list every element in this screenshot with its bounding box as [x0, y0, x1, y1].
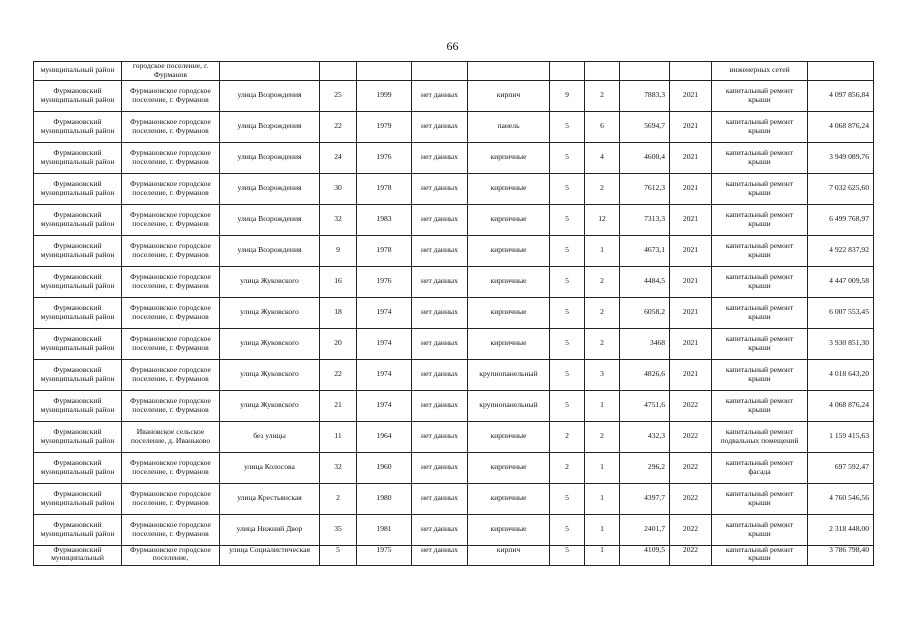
material-cell: кирпичные: [468, 142, 550, 173]
street-cell: улица Жуковского: [220, 297, 320, 328]
year-cell: 1981: [357, 514, 412, 545]
street-cell: улица Жуковского: [220, 359, 320, 390]
district-cell: Фурмановский муниципальный район: [34, 452, 122, 483]
area-cell: 4673,1: [620, 235, 670, 266]
area-cell: [620, 62, 670, 81]
entrances-cell: 2: [585, 297, 620, 328]
floors-cell: 2: [550, 421, 585, 452]
cost-cell: 4 068 876,24: [808, 390, 874, 421]
settlement-cell: Фурмановское городское поселение, г. Фурманов: [122, 142, 220, 173]
work-cell: капитальный ремонт крыши: [712, 235, 808, 266]
material-cell: кирпичные: [468, 483, 550, 514]
floors-cell: 5: [550, 235, 585, 266]
area-cell: 4484,5: [620, 266, 670, 297]
cost-cell: 3 786 798,40: [808, 545, 874, 565]
cost-cell: 4 922 837,92: [808, 235, 874, 266]
year-cell: 1960: [357, 452, 412, 483]
house-cell: 18: [320, 297, 357, 328]
entrances-cell: 6: [585, 111, 620, 142]
cost-cell: 6 007 553,45: [808, 297, 874, 328]
settlement-cell: Фурмановское городское поселение, г. Фурманов: [122, 359, 220, 390]
floors-cell: [550, 62, 585, 81]
district-cell: Фурмановский муниципальный район: [34, 80, 122, 111]
house-cell: 21: [320, 390, 357, 421]
table-row: [34, 204, 874, 235]
year-cell: [357, 62, 412, 81]
settlement-cell: Фурмановское городское поселение, г. Фурманов: [122, 235, 220, 266]
status-cell: [412, 62, 468, 81]
plan-year-cell: 2021: [670, 297, 712, 328]
plan-year-cell: 2022: [670, 421, 712, 452]
year-cell: 1964: [357, 421, 412, 452]
entrances-cell: 2: [585, 173, 620, 204]
entrances-cell: 1: [585, 452, 620, 483]
district-cell: Фурмановский муниципальный район: [34, 266, 122, 297]
cost-cell: 6 499 768,97: [808, 204, 874, 235]
status-cell: нет данных: [412, 328, 468, 359]
plan-year-cell: 2021: [670, 80, 712, 111]
house-cell: 11: [320, 421, 357, 452]
plan-year-cell: 2022: [670, 545, 712, 565]
material-cell: кирпичные: [468, 297, 550, 328]
floors-cell: 5: [550, 111, 585, 142]
settlement-cell: Фурмановское городское поселение, г. Фурманов: [122, 173, 220, 204]
cost-cell: 4 068 876,24: [808, 111, 874, 142]
street-cell: улица Возрождения: [220, 111, 320, 142]
status-cell: нет данных: [412, 545, 468, 565]
work-cell: капитальный ремонт крыши: [712, 483, 808, 514]
entrances-cell: 2: [585, 328, 620, 359]
plan-year-cell: [670, 62, 712, 81]
table-row: [34, 111, 874, 142]
area-cell: 7883,3: [620, 80, 670, 111]
entrances-cell: 1: [585, 545, 620, 565]
floors-cell: 5: [550, 266, 585, 297]
plan-year-cell: 2021: [670, 142, 712, 173]
house-cell: 2: [320, 483, 357, 514]
year-cell: 1978: [357, 173, 412, 204]
district-cell: Фурмановский муниципальный район: [34, 328, 122, 359]
floors-cell: 5: [550, 173, 585, 204]
entrances-cell: 1: [585, 483, 620, 514]
district-cell: Фурмановский муниципальный район: [34, 111, 122, 142]
street-cell: улица Крестьянская: [220, 483, 320, 514]
settlement-cell: Фурмановское городское поселение, г. Фурманов: [122, 111, 220, 142]
work-cell: капитальный ремонт крыши: [712, 111, 808, 142]
table-row-continued: [34, 62, 874, 81]
material-cell: кирпич: [468, 545, 550, 565]
status-cell: нет данных: [412, 266, 468, 297]
year-cell: 1976: [357, 142, 412, 173]
year-cell: 1974: [357, 328, 412, 359]
street-cell: [220, 62, 320, 81]
entrances-cell: 2: [585, 266, 620, 297]
year-cell: 1983: [357, 204, 412, 235]
plan-year-cell: 2022: [670, 483, 712, 514]
district-cell: Фурмановский муниципальный район: [34, 514, 122, 545]
house-cell: 22: [320, 111, 357, 142]
street-cell: улица Возрождения: [220, 235, 320, 266]
floors-cell: 5: [550, 204, 585, 235]
settlement-cell: Фурмановское городское поселение, г. Фурманов: [122, 266, 220, 297]
work-cell: капитальный ремонт крыши: [712, 297, 808, 328]
settlement-cell: Фурмановское городское поселение, г. Фурманов: [122, 483, 220, 514]
entrances-cell: 1: [585, 390, 620, 421]
table-row: [34, 359, 874, 390]
entrances-cell: 3: [585, 359, 620, 390]
plan-year-cell: 2021: [670, 111, 712, 142]
work-cell: капитальный ремонт фасада: [712, 452, 808, 483]
status-cell: нет данных: [412, 514, 468, 545]
floors-cell: 5: [550, 328, 585, 359]
settlement-cell: Фурмановское городское поселение, г. Фурманов: [122, 328, 220, 359]
table-row: [34, 452, 874, 483]
district-cell: Фурмановский муниципальный район: [34, 297, 122, 328]
area-cell: 4751,6: [620, 390, 670, 421]
area-cell: 7313,3: [620, 204, 670, 235]
material-cell: кирпичные: [468, 204, 550, 235]
district-cell: Фурмановский муниципальный район: [34, 421, 122, 452]
work-cell: капитальный ремонт крыши: [712, 80, 808, 111]
table-row: [34, 514, 874, 545]
work-cell: капитальный ремонт крыши: [712, 359, 808, 390]
status-cell: нет данных: [412, 111, 468, 142]
house-cell: 22: [320, 359, 357, 390]
street-cell: улица Возрождения: [220, 80, 320, 111]
house-cell: 35: [320, 514, 357, 545]
house-cell: [320, 62, 357, 81]
year-cell: 1979: [357, 111, 412, 142]
table-row: [34, 390, 874, 421]
plan-year-cell: 2021: [670, 359, 712, 390]
area-cell: 4109,5: [620, 545, 670, 565]
settlement-cell: Ивановское сельское поселение, д. Иваньково: [122, 421, 220, 452]
area-cell: 3468: [620, 328, 670, 359]
plan-year-cell: 2022: [670, 390, 712, 421]
year-cell: 1976: [357, 266, 412, 297]
status-cell: нет данных: [412, 297, 468, 328]
settlement-cell: Фурмановское городское поселение, г. Фурманов: [122, 452, 220, 483]
cost-cell: 2 318 448,00: [808, 514, 874, 545]
house-cell: 25: [320, 80, 357, 111]
material-cell: кирпичные: [468, 514, 550, 545]
status-cell: нет данных: [412, 235, 468, 266]
plan-year-cell: 2021: [670, 204, 712, 235]
cost-cell: 4 760 546,56: [808, 483, 874, 514]
material-cell: кирпичные: [468, 235, 550, 266]
material-cell: [468, 62, 550, 81]
area-cell: 2401,7: [620, 514, 670, 545]
area-cell: 296,2: [620, 452, 670, 483]
status-cell: нет данных: [412, 452, 468, 483]
table-row: [34, 483, 874, 514]
area-cell: 4397,7: [620, 483, 670, 514]
floors-cell: 5: [550, 297, 585, 328]
status-cell: нет данных: [412, 204, 468, 235]
cost-cell: 4 018 643,20: [808, 359, 874, 390]
plan-year-cell: 2021: [670, 173, 712, 204]
work-cell: капитальный ремонт крыши: [712, 173, 808, 204]
floors-cell: 9: [550, 80, 585, 111]
status-cell: нет данных: [412, 142, 468, 173]
area-cell: 6058,2: [620, 297, 670, 328]
table-row: [34, 545, 874, 565]
cost-cell: 3 949 089,76: [808, 142, 874, 173]
work-cell: капитальный ремонт крыши: [712, 514, 808, 545]
house-cell: 5: [320, 545, 357, 565]
work-cell: капитальный ремонт крыши: [712, 204, 808, 235]
work-cell: инженерных сетей: [712, 62, 808, 81]
street-cell: улица Социалистическая: [220, 545, 320, 565]
area-cell: 4826,6: [620, 359, 670, 390]
entrances-cell: 2: [585, 421, 620, 452]
plan-year-cell: 2022: [670, 514, 712, 545]
district-cell: Фурмановский муниципальный район: [34, 235, 122, 266]
entrances-cell: 1: [585, 514, 620, 545]
status-cell: нет данных: [412, 421, 468, 452]
material-cell: кирпичные: [468, 173, 550, 204]
material-cell: кирпичные: [468, 328, 550, 359]
settlement-cell: Фурмановское городское поселение, г. Фурманов: [122, 514, 220, 545]
district-cell: Фурмановский муниципальный район: [34, 390, 122, 421]
cost-cell: 4 447 009,58: [808, 266, 874, 297]
table-row: [34, 421, 874, 452]
cost-cell: 3 930 851,30: [808, 328, 874, 359]
area-cell: 7612,3: [620, 173, 670, 204]
house-cell: 24: [320, 142, 357, 173]
entrances-cell: 1: [585, 235, 620, 266]
street-cell: улица Нижний Двор: [220, 514, 320, 545]
status-cell: нет данных: [412, 173, 468, 204]
street-cell: улица Жуковского: [220, 390, 320, 421]
table-row: [34, 173, 874, 204]
cost-cell: 7 032 625,60: [808, 173, 874, 204]
year-cell: 1974: [357, 297, 412, 328]
year-cell: 1974: [357, 359, 412, 390]
settlement-cell: городское поселение, г. Фурманов: [122, 62, 220, 81]
floors-cell: 5: [550, 142, 585, 173]
district-cell: Фурмановский муниципальный район: [34, 483, 122, 514]
status-cell: нет данных: [412, 80, 468, 111]
cost-cell: [808, 62, 874, 81]
cost-cell: 697 592,47: [808, 452, 874, 483]
street-cell: улица Колосова: [220, 452, 320, 483]
work-cell: капитальный ремонт крыши: [712, 142, 808, 173]
street-cell: улица Жуковского: [220, 328, 320, 359]
material-cell: кирпичные: [468, 421, 550, 452]
area-cell: 5694,7: [620, 111, 670, 142]
district-cell: Фурмановский муниципальный район: [34, 204, 122, 235]
settlement-cell: Фурмановское городское поселение, г. Фурманов: [122, 80, 220, 111]
district-cell: Фурмановский муниципальный район: [34, 173, 122, 204]
house-cell: 32: [320, 204, 357, 235]
year-cell: 1978: [357, 235, 412, 266]
settlement-cell: Фурмановское городское поселение, г. Фурманов: [122, 204, 220, 235]
material-cell: панель: [468, 111, 550, 142]
district-cell: муниципальный район: [34, 62, 122, 81]
plan-year-cell: 2022: [670, 452, 712, 483]
cost-cell: 1 159 415,63: [808, 421, 874, 452]
material-cell: кирпичные: [468, 266, 550, 297]
material-cell: кирпичные: [468, 452, 550, 483]
floors-cell: 5: [550, 514, 585, 545]
material-cell: кирпич: [468, 80, 550, 111]
year-cell: 1974: [357, 390, 412, 421]
work-cell: капитальный ремонт подвальных помещений: [712, 421, 808, 452]
plan-year-cell: 2021: [670, 235, 712, 266]
street-cell: без улицы: [220, 421, 320, 452]
table-row: [34, 328, 874, 359]
work-cell: капитальный ремонт крыши: [712, 266, 808, 297]
table-row: [34, 297, 874, 328]
entrances-cell: [585, 62, 620, 81]
plan-year-cell: 2021: [670, 266, 712, 297]
table-row: [34, 266, 874, 297]
district-cell: Фурмановский муниципальный район: [34, 142, 122, 173]
table-row: [34, 142, 874, 173]
district-cell: Фурмановский муниципальный район: [34, 359, 122, 390]
floors-cell: 5: [550, 545, 585, 565]
year-cell: 1999: [357, 80, 412, 111]
house-cell: 9: [320, 235, 357, 266]
year-cell: 1975: [357, 545, 412, 565]
status-cell: нет данных: [412, 483, 468, 514]
street-cell: улица Возрождения: [220, 173, 320, 204]
housing-repair-table: [33, 61, 874, 566]
house-cell: 30: [320, 173, 357, 204]
entrances-cell: 2: [585, 80, 620, 111]
house-cell: 16: [320, 266, 357, 297]
street-cell: улица Возрождения: [220, 142, 320, 173]
floors-cell: 5: [550, 359, 585, 390]
settlement-cell: Фурмановское городское поселение, г. Фурманов: [122, 390, 220, 421]
floors-cell: 5: [550, 390, 585, 421]
table-row: [34, 235, 874, 266]
house-cell: 20: [320, 328, 357, 359]
material-cell: крупнопанельный: [468, 359, 550, 390]
status-cell: нет данных: [412, 390, 468, 421]
house-cell: 32: [320, 452, 357, 483]
floors-cell: 5: [550, 483, 585, 514]
page-number: 66: [446, 39, 459, 53]
status-cell: нет данных: [412, 359, 468, 390]
settlement-cell: Фурмановское городское поселение,: [122, 545, 220, 565]
floors-cell: 2: [550, 452, 585, 483]
entrances-cell: 12: [585, 204, 620, 235]
work-cell: капитальный ремонт крыши: [712, 545, 808, 565]
plan-year-cell: 2021: [670, 328, 712, 359]
work-cell: капитальный ремонт крыши: [712, 390, 808, 421]
table-row: [34, 80, 874, 111]
district-cell: Фурмановский муниципальный: [34, 545, 122, 565]
cost-cell: 4 097 856,84: [808, 80, 874, 111]
area-cell: 432,3: [620, 421, 670, 452]
entrances-cell: 4: [585, 142, 620, 173]
material-cell: крупнопанельный: [468, 390, 550, 421]
street-cell: улица Жуковского: [220, 266, 320, 297]
area-cell: 4600,4: [620, 142, 670, 173]
settlement-cell: Фурмановское городское поселение, г. Фурманов: [122, 297, 220, 328]
work-cell: капитальный ремонт крыши: [712, 328, 808, 359]
street-cell: улица Возрождения: [220, 204, 320, 235]
year-cell: 1980: [357, 483, 412, 514]
